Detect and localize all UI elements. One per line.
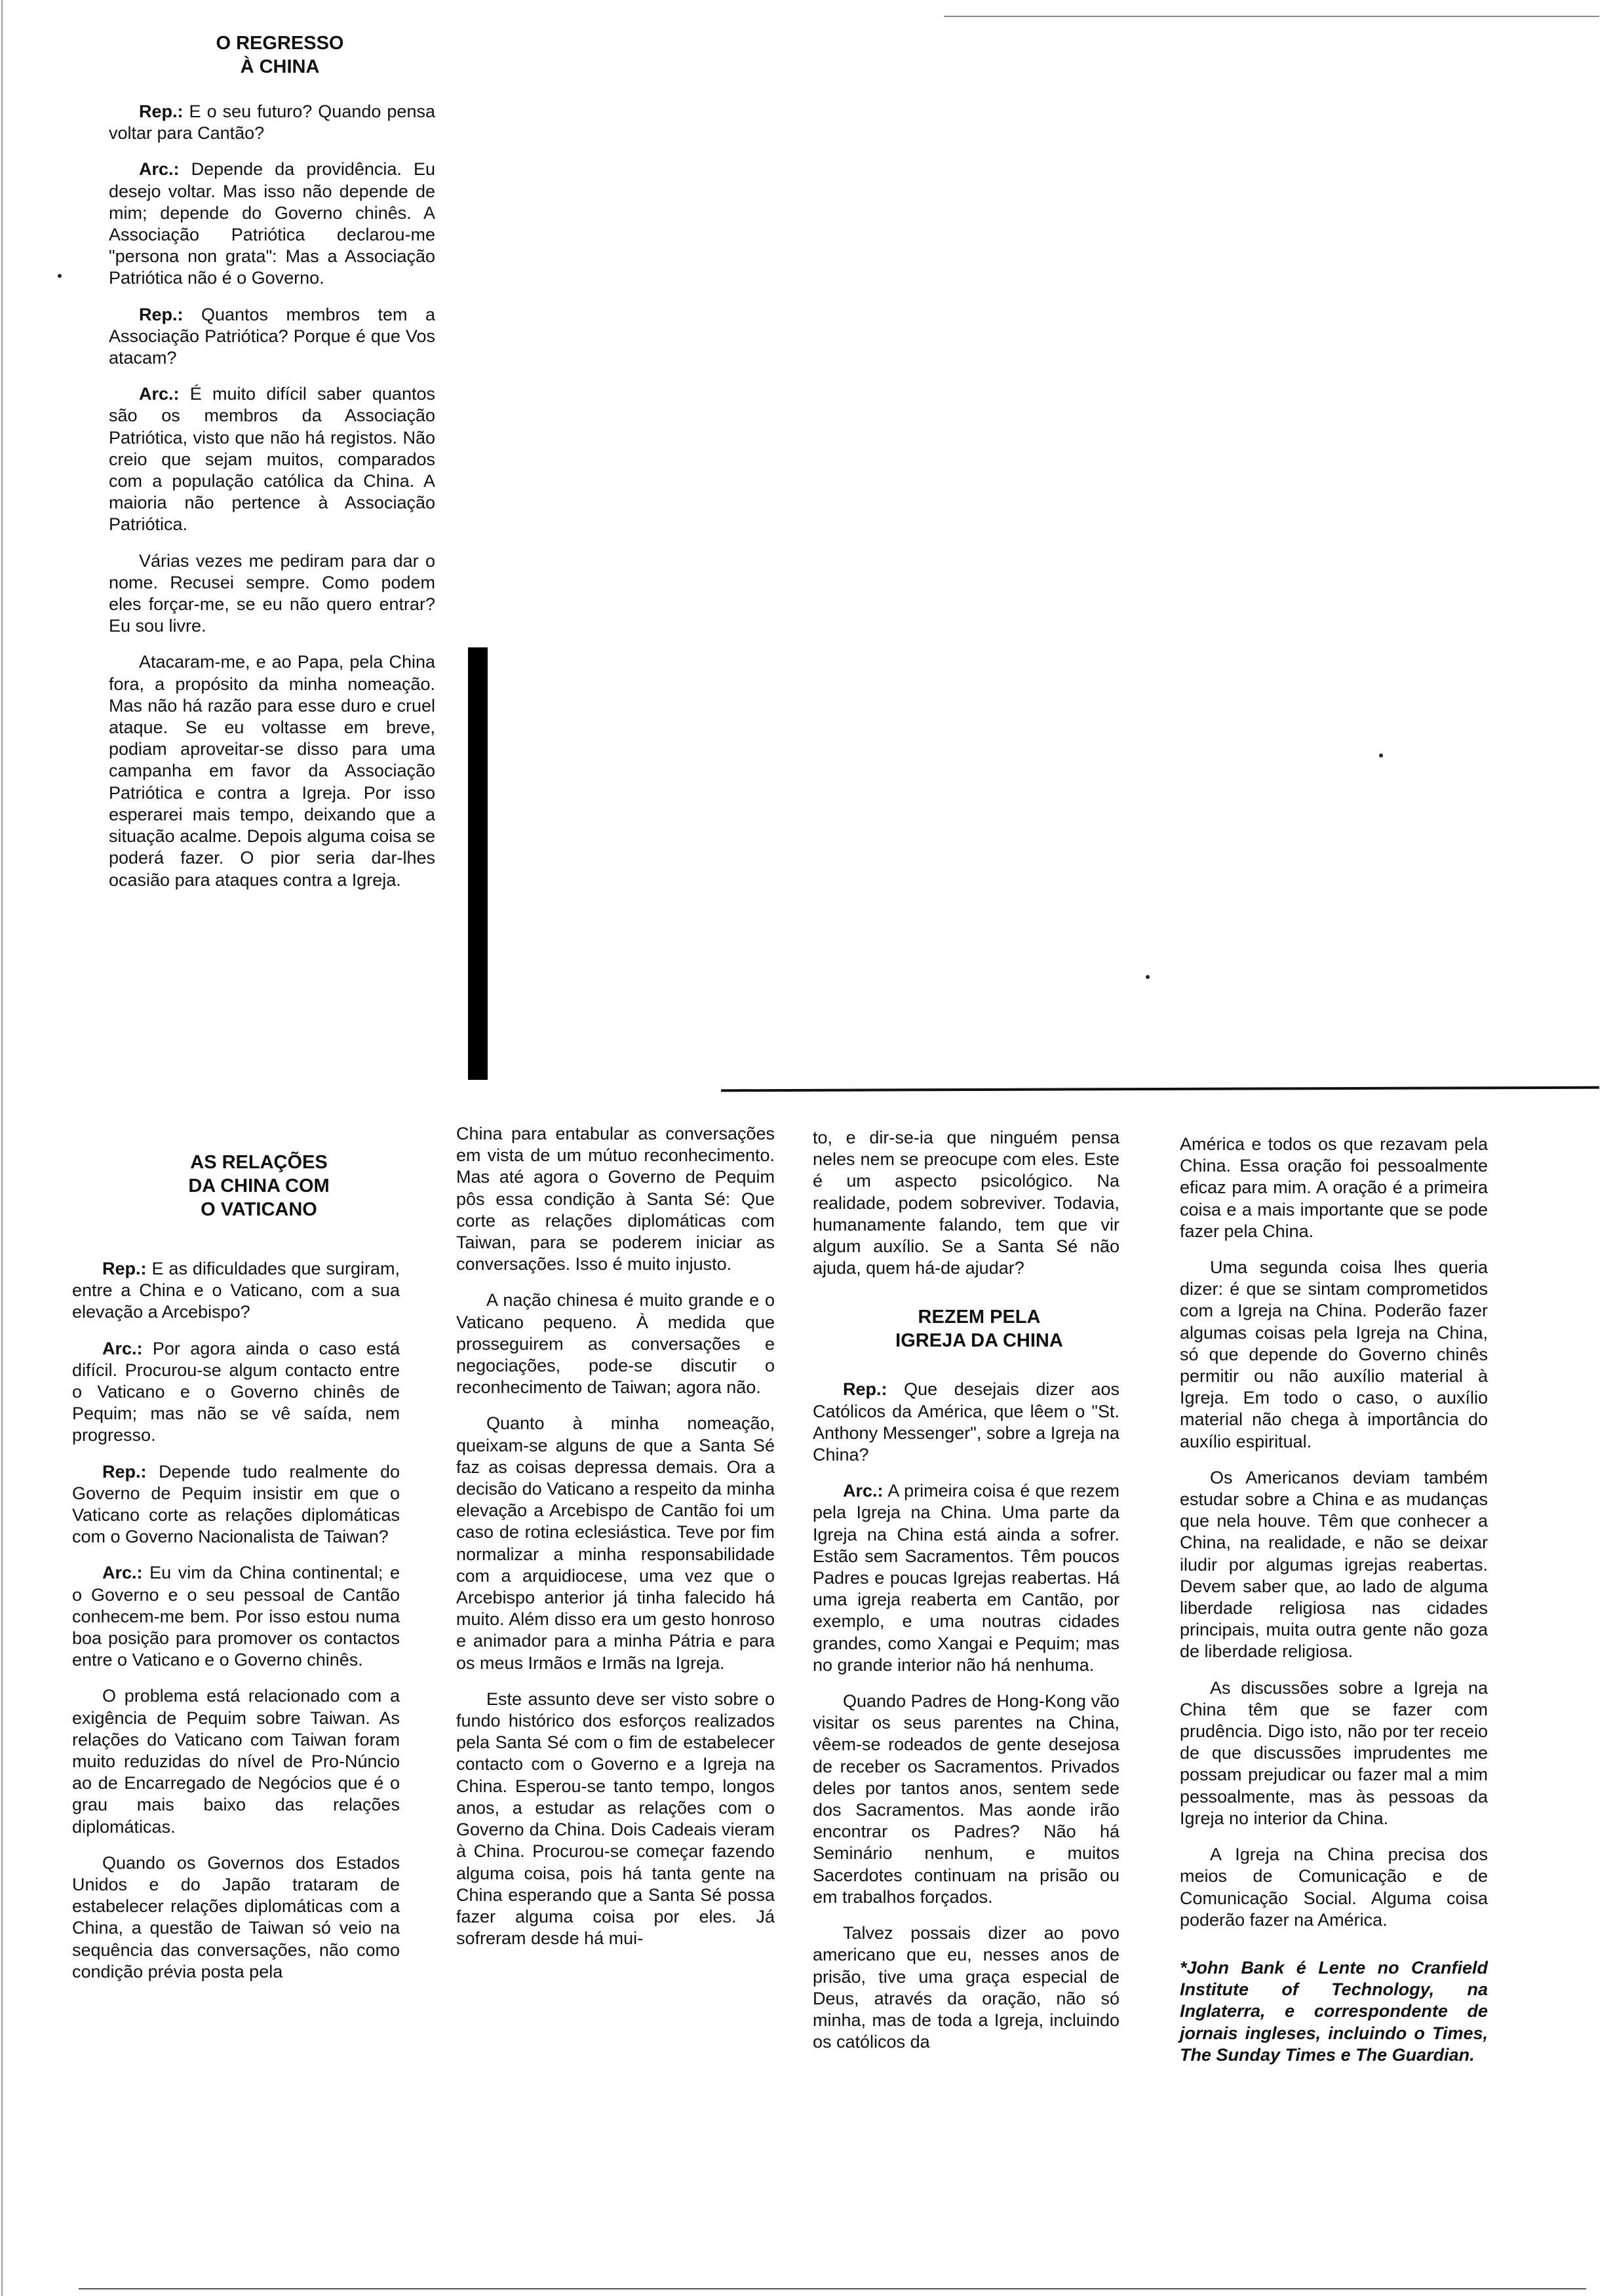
paragraph xyxy=(72,1562,400,1671)
paragraph xyxy=(456,1290,775,1398)
paragraph xyxy=(813,1691,1119,1908)
paragraph-text: Várias vezes me pediram para dar o nome. Recusei sempre. Como podem eles forçar-me, se eu não quero entrar? Eu sou livre. xyxy=(109,550,435,636)
scan-speck xyxy=(58,274,62,278)
paragraph xyxy=(109,651,435,890)
paragraph-text: A Igreja na China precisa dos meios de Comunicação e de Comunicação Social. Alguma coisa poderão fazer na América. xyxy=(1180,1845,1488,1930)
paragraph-text: to, e dir-se-ia que ninguém pensa neles nem se preocupe com eles. Este é um aspecto psicológico. Na realidade, podem sobreviver. Todavia, humanamente falando, tem que vir algum auxílio. Se a Santa Sé não ajuda, quem há-de ajudar? xyxy=(813,1128,1119,1278)
paragraph-text: E o seu futuro? Quando pensa voltar para Cantão? xyxy=(109,102,435,144)
paragraph-text: Quando os Governos dos Estados Unidos e do Japão trataram de estabelecer relações diplomáticas com a China, a questão de Taiwan só veio na sequência das conversações, não como condição prévia posta pela xyxy=(72,1852,400,1981)
paragraph-text: Por agora ainda o caso está difícil. Procurou-se algum contacto entre o Vaticano e o Governo chinês de Pequim; mas não se vê saída, nem progresso. xyxy=(72,1338,400,1445)
speaker-label: Arc.: xyxy=(102,1338,143,1358)
section-heading: AS RELAÇÕES DA CHINA COM O VATICANO xyxy=(188,1152,330,1220)
paragraph xyxy=(1180,1257,1488,1453)
paragraph-text: Eu vim da China continental; e o Governo e o seu pessoal de Cantão conhecem-me bem. Por isso estou numa boa posição para promover os contactos entre o Vaticano e o Governo chinês. xyxy=(72,1563,400,1670)
column-body xyxy=(813,1127,1119,1279)
paragraph-text: As discussões sobre a Igreja na China têm que se fazer com prudência. Digo isto, não por ter receio de que discussões imprudentes me possam prejudicar ou fazer mal a mim pessoalmente, mas às pessoas da Igreja no interior da China. xyxy=(1180,1677,1488,1828)
paragraph xyxy=(813,1127,1119,1279)
speaker-label: Rep.: xyxy=(843,1379,887,1400)
scan-speck xyxy=(1146,975,1150,979)
paragraph xyxy=(109,304,435,370)
paragraph xyxy=(109,383,435,535)
paragraph xyxy=(72,1685,400,1837)
black-vertical-bar xyxy=(468,647,488,1080)
paragraph xyxy=(813,1379,1119,1466)
article-section-regresso xyxy=(109,31,435,891)
speaker-label: Arc.: xyxy=(843,1481,884,1501)
vertical-rule-left xyxy=(1,0,3,2296)
paragraph-text: Talvez possais dizer ao povo americano que eu, nesses anos de prisão, tive uma graça especial de Deus, através da oração, não só minha, mas de toda a Igreja, incluindo os católicos da xyxy=(813,1923,1119,2052)
speaker-label: Rep.: xyxy=(139,304,184,324)
paragraph xyxy=(813,1480,1119,1676)
speaker-label: Rep.: xyxy=(102,1259,147,1278)
horizontal-rule-middle xyxy=(721,1086,1599,1092)
horizontal-rule-top xyxy=(944,16,1599,17)
section-body xyxy=(72,1258,400,1983)
column-body xyxy=(1180,1134,1488,1931)
paragraph-text: É muito difícil saber quantos são os membros da Associação Patriótica, visto que não há registos. Não creio que sejam muitos, comparados com a população católica da China. A maioria não pertence à Associação Patriótica. xyxy=(109,384,435,535)
paragraph-text: América e todos os que rezavam pela China. Essa oração foi pessoalmente eficaz para mim. A oração é a primeira coisa e a mais importante que se pode fazer pela China. xyxy=(1180,1134,1488,1241)
paragraph xyxy=(1180,1467,1488,1663)
paragraph-text: Atacaram-me, e ao Papa, pela China fora, a propósito da minha nomeação. Mas não há razão para esse duro e cruel ataque. Se eu voltasse em breve, podiam aproveitar-se disso para uma campanha em favor da Associação Patriótica e contra a Igreja. Por isso esperarei mais tempo, deixando que a situação acalme. Depois alguma coisa se poderá fazer. O pior seria dar-lhes ocasião para ataques contra a Igreja. xyxy=(109,652,435,890)
horizontal-rule-bottom xyxy=(79,2288,1586,2289)
paragraph xyxy=(813,1923,1119,2053)
paragraph-text: Que desejais dizer aos Católicos da América, que lêem o "St. Anthony Messenger", sobre a Igreja na China? xyxy=(813,1379,1119,1465)
paragraph xyxy=(1180,1844,1488,1931)
paragraph-text: Depende tudo realmente do Governo de Pequim insistir em que o Vaticano corte as relações diplomáticas com o Governo Nacionalista de Taiwan? xyxy=(72,1461,400,1547)
paragraph xyxy=(456,1413,775,1674)
paragraph xyxy=(72,1338,400,1447)
paragraph-text: A nação chinesa é muito grande e o Vaticano pequeno. À medida que prosseguirem as conversações e negociações, pode-se discutir o reconhecimento de Taiwan; agora não. xyxy=(456,1290,775,1398)
paragraph-text: Quando Padres de Hong-Kong vão visitar os seus parentes na China, vêem-se rodeados de gente desejosa de receber os Sacramentos. Privados deles por tantos anos, sentem sede dos Sacramentos. Mas aonde irão encontrar os Padres? Não há Seminário nenhum, e muitos Sacerdotes continuam na prisão ou em trabalhos forçados. xyxy=(813,1691,1119,1907)
paragraph-text: A primeira coisa é que rezem pela Igreja na China. Uma parte da Igreja na China está ainda a sofrer. Estão sem Sacramentos. Têm poucos Padres e poucas Igrejas reabertas. Há uma igreja reaberta em Cantão, por exemplo, e uma noutras cidades grandes, como Xangai e Pequim; mas no grande interior não há nenhuma. xyxy=(813,1481,1120,1675)
paragraph xyxy=(1180,1677,1488,1829)
speaker-label: Rep.: xyxy=(139,102,184,121)
paragraph xyxy=(109,159,435,289)
author-footnote: *John Bank é Lente no Cranfield Institute of Technology, na Inglaterra, e correspondente de jornais ingleses, incluindo o Times, The Sunday Times e The Guardian. xyxy=(1180,1957,1488,2065)
speaker-label: Arc.: xyxy=(139,159,180,180)
speaker-label: Arc.: xyxy=(102,1563,143,1583)
paragraph-text: Os Americanos deviam também estudar sobre a China e as mudanças que nela houve. Têm que conhecer a China, na realidade, e não se deixar iludir por algumas igrejas reabertas. Devem saber que, ao lado de alguma liberdade religiosa nas cidades principais, muita outra gente não goza de liberdade religiosa. xyxy=(1180,1467,1488,1662)
paragraph-text: Quanto à minha nomeação, queixam-se alguns de que a Santa Sé faz as coisas depressa demais. Ora a decisão do Vaticano a respeito da minha elevação a Arcebispo de Cantão foi um caso de rotina eclesiástica. Teve por fim normalizar a minha responsabilidade com a arquidiocese, uma vez que o Arcebispo anterior já tinha falecido há muito. Além disso era um gesto honroso e animador para a minha Pátria e para os meus Irmãos e Irmãs na Igreja. xyxy=(456,1413,775,1673)
paragraph-text: Depende da providência. Eu desejo voltar. Mas isso não depende de mim; depende do Governo chinês. A Associação Patriótica declarou-me "persona non grata": Mas a Associação Patriótica não é o Governo. xyxy=(109,159,435,288)
paragraph xyxy=(72,1461,400,1548)
section-heading: REZEM PELA IGREJA DA CHINA xyxy=(895,1307,1063,1352)
paragraph-text: Este assunto deve ser visto sobre o fundo histórico dos esforços realizados pela Santa Sé com o fim de estabelecer contacto com o Governo e a Igreja na China. Esperou-se tanto tempo, longos anos, a estudar as relações com o Governo da China. Dois Cadeais vieram à China. Procurou-se começar fazendo alguma coisa, pois há tanta gente na China esperando que a Santa Sé possa fazer alguma coisa por eles. Já sofreram desde há mui- xyxy=(456,1689,775,1949)
speaker-label: Rep.: xyxy=(102,1461,147,1482)
article-column-5 xyxy=(1180,1134,1488,2066)
article-section-relacoes xyxy=(72,1151,400,1983)
column-body xyxy=(456,1123,775,1949)
article-column-4 xyxy=(813,1127,1119,2053)
paragraph-text: O problema está relacionado com a exigência de Pequim sobre Taiwan. As relações do Vaticano com Taiwan foram muito reduzidas do nível de Pro-Núncio ao de Encarregado de Negócios que é o grau mais baixo das relações diplomáticas. xyxy=(72,1686,400,1837)
paragraph xyxy=(72,1852,400,1983)
scan-speck xyxy=(1379,754,1383,757)
paragraph-text: Uma segunda coisa lhes queria dizer: é que se sintam comprometidos com a Igreja na China. Poderão fazer algumas coisas pela Igreja na China, só que depende do Governo chinês permitir ou não auxílio material à Igreja. Em todo o caso, o auxílio material não chega à importância do auxílio espiritual. xyxy=(1180,1257,1488,1451)
paragraph-text: Quantos membros tem a Associação Patriótica? Porque é que Vos atacam? xyxy=(109,304,435,368)
speaker-label: Arc.: xyxy=(139,384,180,404)
paragraph xyxy=(456,1123,775,1275)
paragraph-text: E as dificuldades que surgiram, entre a China e o Vaticano, com a sua elevação a Arcebispo? xyxy=(72,1259,400,1322)
column-body xyxy=(813,1379,1119,2053)
article-column-3 xyxy=(456,1123,775,1949)
paragraph xyxy=(72,1258,400,1324)
paragraph xyxy=(109,550,435,638)
paragraph xyxy=(1180,1134,1488,1242)
paragraph xyxy=(456,1689,775,1949)
paragraph-text: China para entabular as conversações em vista de um mútuo reconhecimento. Mas até agora o Governo de Pequim pôs essa condição à Santa Sé: Que corte as relações diplomáticas com Taiwan, para se poderem iniciar as conversações. Isso é muito injusto. xyxy=(456,1124,775,1274)
section-body xyxy=(109,101,435,891)
paragraph xyxy=(109,101,435,144)
section-heading: O REGRESSO À CHINA xyxy=(216,33,344,77)
